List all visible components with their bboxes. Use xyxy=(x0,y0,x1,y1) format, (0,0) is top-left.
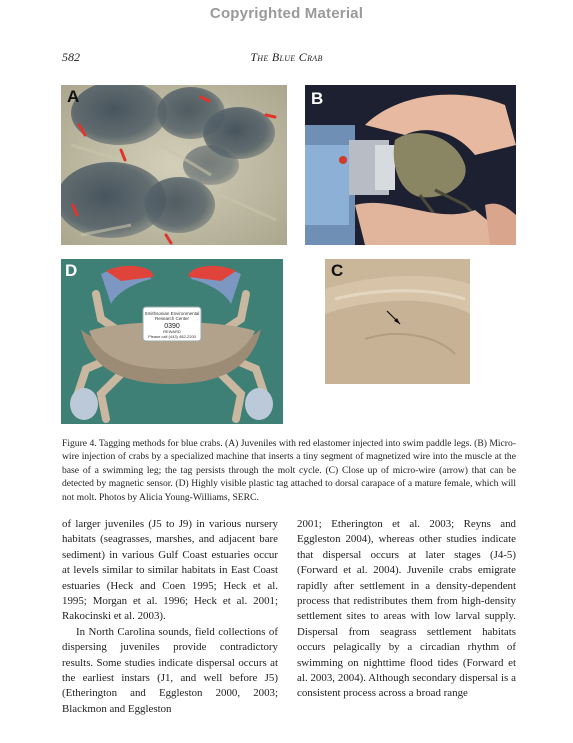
tagged-crab-photo xyxy=(61,259,283,424)
panel-label-c: C xyxy=(331,261,344,280)
figure-panel-d xyxy=(61,259,283,424)
panel-label-d: D xyxy=(65,261,78,280)
paragraph: In North Carolina sounds, field collections of dispersing juveniles provide contradictory results. Some studies indicate dispersal occurs at the earliest instars (J1, and well before J5) (Etherington and Eggleston 2000, 2003; Blackmon and Eggleston xyxy=(62,625,278,715)
figure-panel-c xyxy=(325,259,470,384)
figure-caption: Figure 4. Tagging methods for blue crabs. (A) Juveniles with red elastomer injected into swim paddle legs. (B) Micro-wire injection of crabs by a specialized machine that inserts a tiny segment of magnetized wire into the muscle at the base of a swimming leg; the tag persists through the molt cycle. (C) Close up of micro-wire (arrow) that can be detected by magnetic sensor. (D) Highly visible plastic tag attached to dorsal carapace of a mature female, which will not molt. Photos by Alicia Young-Williams, SERC. xyxy=(62,438,516,503)
microwire-closeup-photo xyxy=(325,259,470,384)
figure-panel-b xyxy=(305,85,516,245)
tag-line-2: Research Center xyxy=(154,316,190,321)
running-head xyxy=(0,50,573,65)
panel-label-b: B xyxy=(311,89,324,108)
page-number: 582 xyxy=(62,50,80,64)
running-head-text: The Blue Crab xyxy=(250,50,323,64)
tag-line-1: Smithsonian Environmental xyxy=(144,311,200,316)
panel-label-a: A xyxy=(67,87,80,106)
copyright-watermark: Copyrighted Material xyxy=(209,5,364,22)
text-column-left xyxy=(62,517,278,717)
tag-line-4: REWARD xyxy=(163,329,181,334)
juvenile-crabs-photo xyxy=(61,85,287,245)
tag-number: 0390 xyxy=(164,323,180,330)
figure-panel-a xyxy=(61,85,287,245)
tag-line-5: Please call (443) 482-2200 xyxy=(148,334,196,339)
text-column-right xyxy=(297,517,516,702)
microwire-injection-photo xyxy=(305,85,516,245)
paragraph: 2001; Etherington et al. 2003; Reyns and Eggleston 2004), whereas other studies indicate that dispersal occurs at later stages (J4-5) (Forward et al. 2004). Juvenile crabs emigrate rapidly after settlement in a density-dependent process that redistributes them from high-density settlement sites to areas with low larval supply. Dispersal from seagrass settlement habitats occurs pelagically by a circadian rhythm of swimming on nighttime flood tides (Forward et al. 2003, 2004). Although secondary dispersal is a consistent process across a broad range xyxy=(297,518,516,700)
paragraph: of larger juveniles (J5 to J9) in various nursery habitats (seagrasses, marshes, and adjacent bare sediment) in various Gulf Coast estuaries occur at levels similar to similar habitats in East Coast estuaries (Heck and Coen 1995; Heck et al. 1995; Morgan et al. 1996; Heck et al. 2001; Rakocinski et al. 2003). xyxy=(62,518,278,623)
